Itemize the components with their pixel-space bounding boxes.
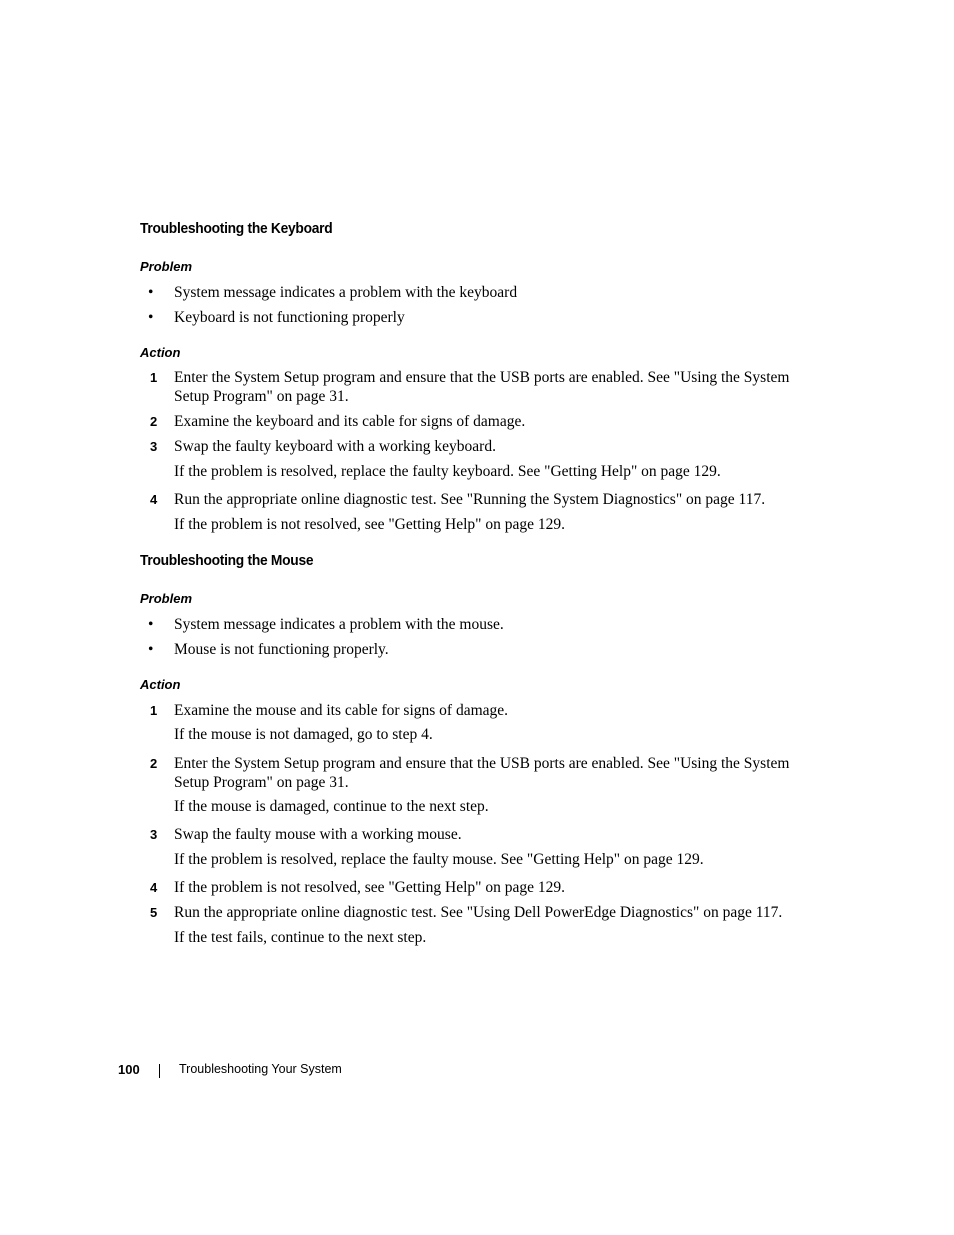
step-number: 4 [150,880,158,895]
bullet-icon: • [148,284,154,301]
step-note-text: If the problem is resolved, replace the faulty keyboard. See "Getting Help" on page 129. [174,463,721,480]
step-number: 1 [150,370,158,385]
step-note-text: If the mouse is damaged, continue to the next step. [174,798,489,815]
step-note-text: If the problem is resolved, replace the faulty mouse. See "Getting Help" on page 129. [174,851,704,868]
step-text: Swap the faulty mouse with a working mouse. [174,826,462,843]
step-number: 2 [150,414,158,429]
step-note-text: If the problem is not resolved, see "Getting Help" on page 129. [174,516,566,533]
step-text: Enter the System Setup program and ensure that the USB ports are enabled. See "Using the System Setup Program" on page 31. [174,369,790,405]
action-heading: Action [140,345,181,360]
footer-chapter-title: Troubleshooting Your System [179,1062,342,1076]
problem-text: System message indicates a problem with the mouse. [174,616,504,633]
bullet-icon: • [148,616,154,633]
bullet-icon: • [148,641,154,658]
page-number: 100 [118,1062,140,1077]
step-text: Examine the keyboard and its cable for signs of damage. [174,413,526,430]
step-number: 3 [150,439,158,454]
problem-text: Keyboard is not functioning properly [174,309,405,326]
step-text: Swap the faulty keyboard with a working keyboard. [174,438,496,455]
section-title-keyboard: Troubleshooting the Keyboard [140,220,333,237]
problem-heading: Problem [140,259,193,274]
problem-text: Mouse is not functioning properly. [174,641,389,658]
step-note-text: If the test fails, continue to the next step. [174,929,427,946]
footer-divider [159,1064,160,1078]
section-title-mouse: Troubleshooting the Mouse [140,552,314,569]
step-number: 4 [150,492,158,507]
bullet-icon: • [148,309,154,326]
step-number: 3 [150,827,158,842]
step-text: Run the appropriate online diagnostic test. See "Running the System Diagnostics" on page 117. [174,491,766,508]
step-text: Examine the mouse and its cable for signs of damage. [174,702,509,719]
problem-text: System message indicates a problem with the keyboard [174,284,518,301]
step-text: Run the appropriate online diagnostic test. See "Using Dell PowerEdge Diagnostics" on page 117. [174,904,783,921]
step-text: Enter the System Setup program and ensure that the USB ports are enabled. See "Using the System Setup Program" on page 31. [174,755,790,791]
step-text: If the problem is not resolved, see "Getting Help" on page 129. [174,879,566,896]
step-number: 5 [150,905,158,920]
step-note-text: If the mouse is not damaged, go to step 4. [174,726,433,743]
step-number: 2 [150,756,158,771]
action-heading: Action [140,677,181,692]
problem-heading: Problem [140,591,193,606]
step-number: 1 [150,703,158,718]
